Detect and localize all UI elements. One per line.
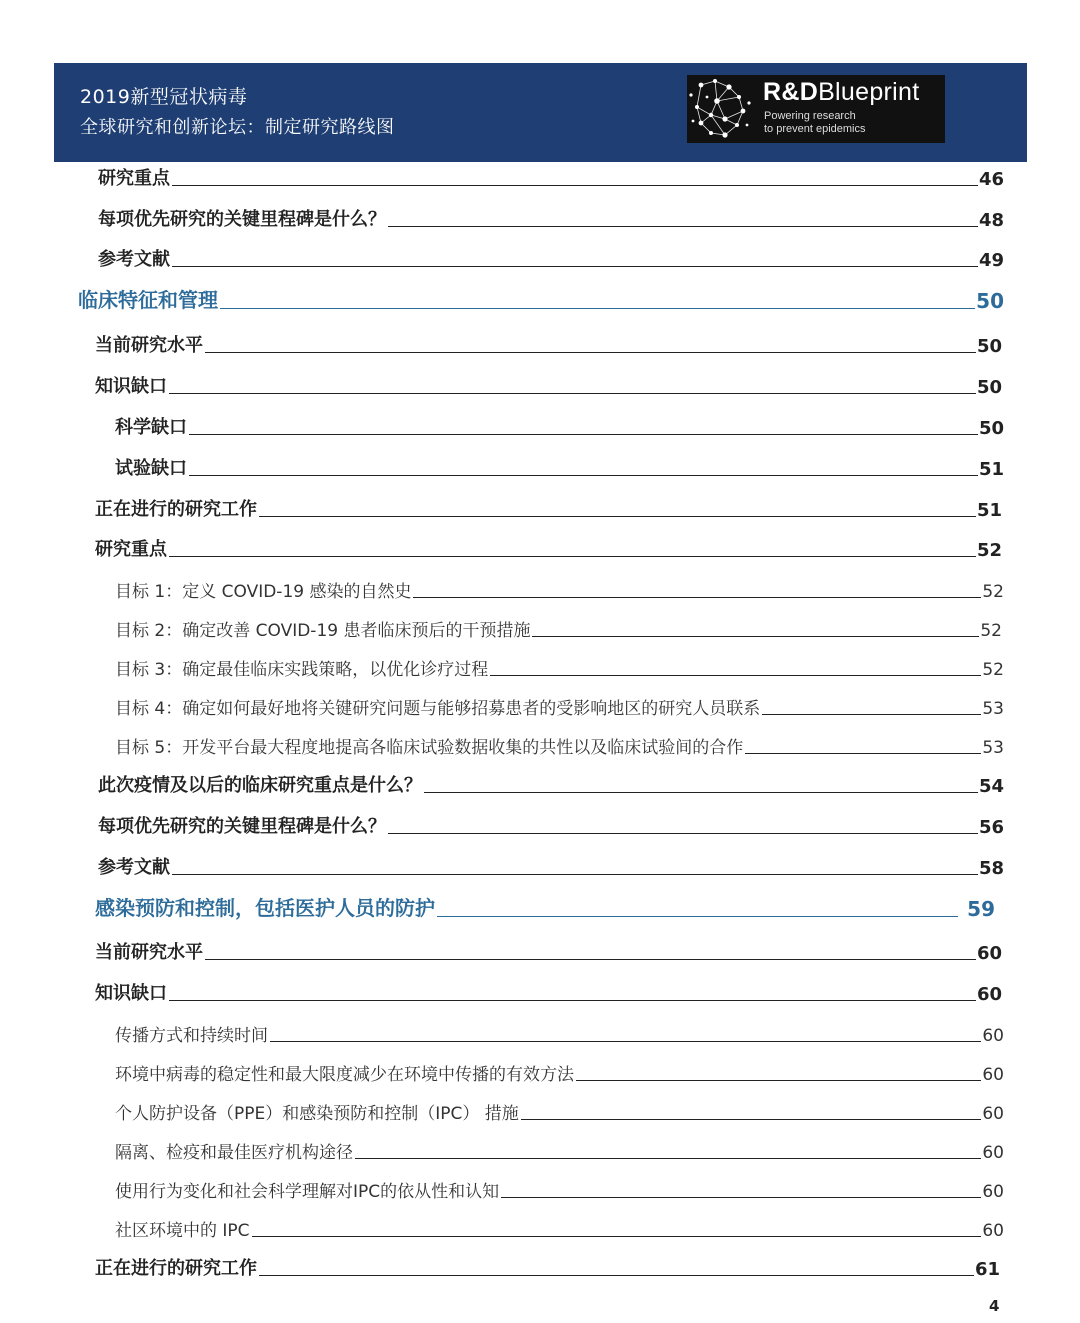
toc-leader <box>490 675 981 676</box>
toc-leader <box>532 636 979 637</box>
toc-entry[interactable] <box>95 531 1002 561</box>
toc-entry[interactable] <box>95 327 1002 357</box>
toc-label: 研究重点 <box>95 539 167 560</box>
toc-label: 参考文献 <box>98 249 170 270</box>
toc-entry[interactable] <box>115 689 1004 719</box>
page-number: 4 <box>989 1297 1000 1315</box>
toc-page: 49 <box>978 250 1004 271</box>
toc-leader <box>220 308 975 309</box>
toc-page: 53 <box>982 738 1004 758</box>
toc-page: 61 <box>974 1259 1000 1280</box>
toc-entry[interactable] <box>115 1055 1004 1085</box>
header-subtitle: 全球研究和创新论坛：制定研究路线图 <box>80 117 395 138</box>
toc-page: 60 <box>982 1026 1004 1046</box>
toc-entry[interactable] <box>98 767 1004 797</box>
toc-entry[interactable] <box>115 409 1004 439</box>
toc-leader <box>172 185 978 186</box>
toc-entry[interactable] <box>98 241 1004 271</box>
toc-entry[interactable] <box>98 849 1004 879</box>
toc-leader <box>576 1080 981 1081</box>
toc-entry[interactable] <box>115 1094 1004 1124</box>
toc-label: 科学缺口 <box>115 417 187 438</box>
toc-leader <box>413 597 981 598</box>
toc-entry[interactable] <box>115 1211 1004 1241</box>
toc-page: 56 <box>978 817 1004 838</box>
toc-leader <box>169 1000 976 1001</box>
toc-section-heading[interactable] <box>95 891 995 921</box>
toc-leader <box>501 1197 981 1198</box>
toc-label: 隔离、检疫和最佳医疗机构途径 <box>115 1143 353 1163</box>
toc-page: 60 <box>982 1104 1004 1124</box>
toc-label: 参考文献 <box>98 857 170 878</box>
toc-leader <box>205 959 976 960</box>
toc-label: 知识缺口 <box>95 376 167 397</box>
toc-leader <box>388 226 978 227</box>
toc-label: 个人防护设备（PPE）和感染预防和控制（IPC） 措施 <box>115 1104 519 1124</box>
toc-page: 60 <box>976 984 1002 1005</box>
toc-leader <box>259 1275 974 1276</box>
toc-page: 53 <box>982 699 1004 719</box>
toc-leader <box>521 1119 982 1120</box>
toc-entry[interactable] <box>115 450 1004 480</box>
logo-brand: R&DBlueprint <box>763 78 920 106</box>
toc-page: 50 <box>976 377 1002 398</box>
toc-leader <box>172 874 978 875</box>
toc-page: 52 <box>982 582 1004 602</box>
toc-leader <box>172 266 978 267</box>
toc-label: 正在进行的研究工作 <box>95 499 257 520</box>
toc-page: 52 <box>982 660 1004 680</box>
toc-page: 60 <box>982 1143 1004 1163</box>
toc-label: 研究重点 <box>98 168 170 189</box>
toc-page: 46 <box>978 169 1004 190</box>
toc-page: 59 <box>967 897 995 921</box>
toc-label: 此次疫情及以后的临床研究重点是什么？ <box>98 775 422 796</box>
toc-label: 当前研究水平 <box>95 942 203 963</box>
toc-entry[interactable] <box>98 160 1004 190</box>
toc-label: 传播方式和持续时间 <box>115 1026 268 1046</box>
toc-leader <box>205 352 976 353</box>
toc-leader <box>259 516 976 517</box>
toc-section-heading[interactable] <box>78 283 1004 313</box>
logo-tagline: Powering research to prevent epidemics <box>764 110 866 135</box>
toc-entry[interactable] <box>115 611 1002 641</box>
toc-leader <box>169 556 976 557</box>
toc-leader <box>437 916 958 917</box>
toc-page: 58 <box>978 858 1004 879</box>
toc-leader <box>252 1236 982 1237</box>
toc-label: 临床特征和管理 <box>78 288 218 312</box>
toc-entry[interactable] <box>115 1016 1004 1046</box>
toc-entry[interactable] <box>95 934 1002 964</box>
toc-label: 社区环境中的 IPC <box>115 1221 250 1241</box>
toc-label: 目标 4：确定如何最好地将关键研究问题与能够招募患者的受影响地区的研究人员联系 <box>115 699 761 719</box>
toc-page: 50 <box>976 289 1004 313</box>
toc-leader <box>388 833 978 834</box>
toc-entry[interactable] <box>115 1133 1004 1163</box>
toc-label: 知识缺口 <box>95 983 167 1004</box>
toc-label: 每项优先研究的关键里程碑是什么？ <box>98 209 386 230</box>
header-title: 2019新型冠状病毒 <box>80 86 248 108</box>
toc-page: 52 <box>976 540 1002 561</box>
toc-label: 目标 3：确定最佳临床实践策略，以优化诊疗过程 <box>115 660 489 680</box>
toc-leader <box>189 475 978 476</box>
toc-leader <box>424 792 978 793</box>
toc-label: 每项优先研究的关键里程碑是什么？ <box>98 816 386 837</box>
toc-leader <box>189 434 978 435</box>
toc-page: 50 <box>976 336 1002 357</box>
toc-entry[interactable] <box>98 201 1004 231</box>
toc-leader <box>355 1158 981 1159</box>
toc-leader <box>745 753 981 754</box>
toc-label: 正在进行的研究工作 <box>95 1258 257 1279</box>
toc-label: 环境中病毒的稳定性和最大限度减少在环境中传播的有效方法 <box>115 1065 574 1085</box>
toc-entry[interactable] <box>95 1250 1000 1280</box>
toc-label: 试验缺口 <box>115 458 187 479</box>
toc-entry[interactable] <box>95 975 1002 1005</box>
toc-label: 当前研究水平 <box>95 335 203 356</box>
toc-entry[interactable] <box>98 808 1004 838</box>
toc-page: 50 <box>978 418 1004 439</box>
toc-entry[interactable] <box>115 1172 1004 1202</box>
toc-label: 使用行为变化和社会科学理解对IPC的依从性和认知 <box>115 1182 500 1202</box>
toc-entry[interactable] <box>115 572 1004 602</box>
toc-entry[interactable] <box>95 491 1002 521</box>
toc-label: 目标 1：定义 COVID-19 感染的自然史 <box>115 582 412 602</box>
toc-entry[interactable] <box>95 368 1002 398</box>
toc-page: 52 <box>980 621 1002 641</box>
toc-page: 60 <box>982 1182 1004 1202</box>
toc-page: 48 <box>978 210 1004 231</box>
toc-label: 目标 5：开发平台最大程度地提高各临床试验数据收集的共性以及临床试验间的合作 <box>115 738 744 758</box>
toc-page: 54 <box>978 776 1004 797</box>
toc-page: 60 <box>976 943 1002 964</box>
toc-entry[interactable] <box>115 650 1004 680</box>
toc-entry[interactable] <box>115 728 1004 758</box>
toc-leader <box>762 714 981 715</box>
toc-page: 60 <box>982 1221 1004 1241</box>
toc-page: 51 <box>976 500 1002 521</box>
toc-page: 51 <box>978 459 1004 480</box>
toc-label: 目标 2：确定改善 COVID-19 患者临床预后的干预措施 <box>115 621 531 641</box>
toc-page: 60 <box>982 1065 1004 1085</box>
toc-leader <box>169 393 976 394</box>
toc-label: 感染预防和控制，包括医护人员的防护 <box>95 896 435 920</box>
toc-leader <box>270 1041 981 1042</box>
